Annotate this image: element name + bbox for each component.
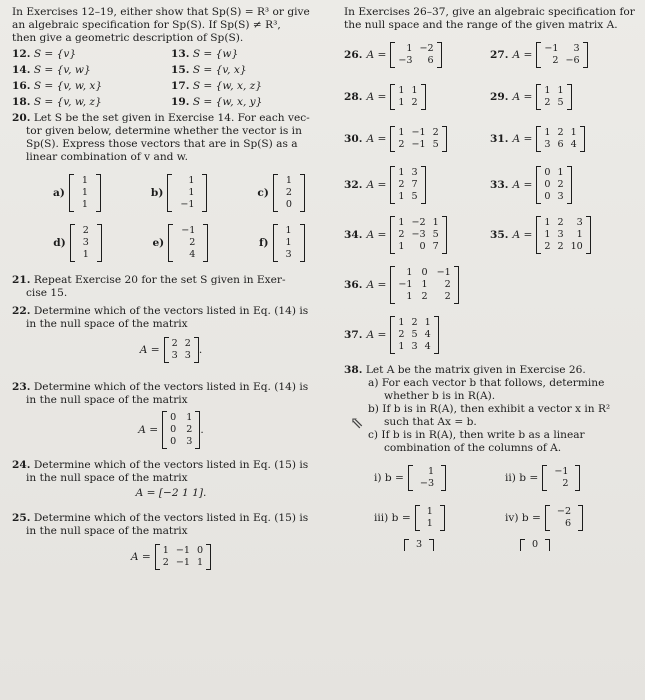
matrix-label: A =	[366, 48, 387, 61]
matrix-label: A =	[512, 228, 533, 241]
matrix-entry: 2	[557, 217, 564, 228]
vector-label: d)	[53, 236, 66, 249]
matrix-row	[344, 216, 636, 254]
matrix-entry: −1	[544, 43, 559, 54]
matrix-entry: 2	[444, 279, 451, 290]
vector-label: i) b =	[374, 471, 404, 484]
matrix-entry: 0	[532, 539, 539, 550]
b-vector-row	[344, 505, 636, 531]
matrix-entry: 1	[576, 229, 583, 240]
matrix-entry: 1	[427, 466, 435, 477]
matrix-label: A =	[512, 132, 533, 145]
matrix-entry: 3	[285, 249, 292, 260]
period: .	[198, 343, 203, 356]
exercise-text: cise 15.	[26, 287, 68, 299]
exercise-20	[12, 112, 330, 164]
matrix-entry: 2	[162, 557, 169, 568]
matrix-entry: 2	[285, 187, 292, 198]
vector-c	[257, 174, 305, 212]
vector-d	[53, 224, 102, 262]
matrix-entry: 2	[398, 329, 405, 340]
vector-b	[151, 174, 208, 212]
matrix-entry: 2	[411, 317, 418, 328]
matrix-entry: 5	[432, 139, 439, 150]
matrix-entry: 2	[432, 127, 439, 138]
matrix-entry: 1	[406, 291, 413, 302]
matrix-label: A =	[366, 90, 387, 103]
exercise-text: Determine which of the vectors listed in Eq. (14) is	[33, 305, 309, 317]
exercise-text: Let A be the matrix given in Exercise 26.	[365, 364, 586, 376]
exercise-text: whether b is in R(A).	[384, 390, 496, 402]
matrix-entry: 2	[557, 241, 564, 252]
matrix-row	[344, 84, 636, 110]
matrix-entry: 2	[398, 229, 405, 240]
matrix-entry: 2	[552, 55, 559, 66]
exercise-23	[12, 381, 330, 449]
matrix-entry: 1	[426, 506, 433, 517]
matrix-entry: 3	[171, 350, 178, 361]
matrix-28	[344, 84, 490, 110]
matrix-entry: −3	[411, 229, 426, 240]
matrix-entry: 1	[421, 279, 428, 290]
matrix-entry: 0	[544, 167, 551, 178]
vector-label: ii) b =	[505, 471, 539, 484]
b-vector-i	[374, 465, 505, 491]
matrix-entry: 3	[184, 350, 191, 361]
matrix-entry: 1	[186, 412, 193, 423]
matrix-entry: 2	[398, 179, 405, 190]
exercise-number: 29.	[490, 90, 509, 103]
matrix-entry: 4	[424, 329, 431, 340]
matrix-31	[490, 126, 636, 152]
exercise-number: 28.	[344, 90, 363, 103]
vector-e	[152, 224, 208, 262]
matrix-entry: 4	[570, 139, 577, 150]
exercise-text: Determine which of the vectors listed in Eq. (15) is	[33, 512, 309, 524]
exercise-number: 24.	[12, 459, 31, 471]
matrix-entry: 1	[188, 175, 195, 186]
matrix-entry: 1	[398, 341, 405, 352]
matrix-label: A =	[366, 132, 387, 145]
matrix-entry: 1	[544, 229, 551, 240]
matrix-label: A =	[512, 48, 533, 61]
matrix-24: A = [−2 1 1].	[135, 487, 207, 499]
matrix-entry: −3	[398, 55, 413, 66]
matrix-37	[344, 316, 636, 354]
matrix-entry: 0	[170, 436, 177, 447]
matrix-23	[12, 411, 330, 449]
matrix-entry: 3	[416, 539, 423, 550]
matrix-36	[344, 266, 636, 304]
matrix-entry: 1	[406, 43, 413, 54]
exercise-text: in the null space of the matrix	[26, 525, 188, 537]
exercise-number: 37.	[344, 328, 363, 341]
matrix-entry: 1	[197, 557, 204, 568]
matrix-entry: 0	[419, 241, 426, 252]
matrix-entry: 6	[557, 139, 564, 150]
matrix-entry: 1	[398, 191, 405, 202]
exercise-text: b) If b is in R(A), then exhibit a vector x in R²	[368, 403, 611, 415]
matrix-entry: −2	[411, 217, 426, 228]
matrix-entry: 2	[557, 127, 564, 138]
exercise-text: in the null space of the matrix	[26, 472, 188, 484]
matrix-entry: −1	[398, 279, 413, 290]
exercise-text: S = {v, w, x}	[33, 80, 103, 92]
exercise-number: 33.	[490, 178, 509, 191]
vector-label: f)	[258, 236, 269, 249]
exercise-number: 17.	[171, 80, 190, 92]
matrix-22	[12, 337, 330, 363]
matrix-entry: 3	[186, 436, 193, 447]
matrix-label: A =	[366, 328, 387, 341]
exercise-text: S = {w, x, y}	[192, 96, 263, 108]
matrix-entry: 1	[188, 187, 195, 198]
matrix-entry: −1	[411, 139, 426, 150]
matrix-entry: 3	[544, 139, 551, 150]
exercise-number: 15.	[171, 64, 190, 76]
exercise-row	[12, 96, 330, 109]
matrix-entry: 1	[285, 225, 292, 236]
matrix-entry: −1	[175, 545, 191, 556]
exercise-22	[12, 305, 330, 363]
matrix-entry: 2	[184, 338, 191, 349]
matrix-entry: 2	[444, 291, 451, 302]
matrix-entry: 7	[432, 241, 439, 252]
matrix-row	[344, 42, 636, 68]
exercise-text: combination of the columns of A.	[384, 442, 562, 454]
exercise-text: linear combination of v and w.	[26, 151, 188, 163]
left-column	[12, 6, 330, 570]
exercise-text: a) For each vector b that follows, determine	[368, 377, 605, 389]
exercise-text: Determine which of the vectors listed in Eq. (15) is	[33, 459, 309, 471]
vector-label: c)	[257, 186, 269, 199]
matrix-entry: 4	[424, 341, 431, 352]
matrix-entry: 1	[285, 175, 292, 186]
matrix-entry: 1	[411, 85, 418, 96]
matrix-entry: 3	[82, 237, 89, 248]
exercise-number: 21.	[12, 274, 31, 286]
matrix-entry: 1	[162, 545, 169, 556]
exercise-25	[12, 512, 330, 570]
matrix-entry: 2	[186, 424, 193, 435]
matrix-entry: 2	[544, 97, 551, 108]
matrix-entry: 7	[411, 179, 418, 190]
matrix-entry: 2	[171, 338, 178, 349]
matrix-entry: 1	[81, 199, 88, 210]
vector-label: b)	[150, 186, 164, 199]
matrix-row	[344, 126, 636, 152]
matrix-label: A =	[139, 343, 160, 356]
matrix-entry: 5	[411, 191, 418, 202]
matrix-entry: −1	[554, 466, 569, 477]
matrix-entry: 0	[197, 545, 204, 556]
matrix-26	[344, 42, 490, 68]
matrix-entry: 1	[81, 175, 88, 186]
matrix-entry: −1	[411, 127, 426, 138]
matrix-entry: 2	[189, 237, 196, 248]
matrix-entry: 2	[562, 478, 569, 489]
exercise-number: 19.	[171, 96, 190, 108]
exercise-text: S = {v, w}	[33, 64, 91, 76]
vector-label: e)	[152, 236, 165, 249]
period: .	[200, 423, 204, 436]
matrix-entry: 0	[544, 179, 551, 190]
exercise-text: S = {w, x, z}	[192, 80, 262, 92]
matrix-entry: 2	[544, 241, 551, 252]
exercise-text: S = {v}	[33, 48, 77, 60]
vector-label: iii) b =	[374, 511, 411, 524]
matrix-row	[344, 166, 636, 204]
matrix-entry: 1	[406, 267, 413, 278]
matrix-25	[12, 544, 330, 570]
matrix-entry: 2	[398, 139, 405, 150]
matrix-label: A =	[512, 90, 533, 103]
matrix-entry: 1	[398, 241, 405, 252]
exercise-number: 13.	[171, 48, 190, 60]
exercise-row	[12, 48, 330, 61]
matrix-29	[490, 84, 636, 110]
exercise-text: such that Ax = b.	[384, 416, 477, 428]
matrix-entry: 1	[81, 187, 88, 198]
matrix-entry: 2	[557, 179, 564, 190]
matrix-entry: 0	[170, 424, 177, 435]
exercise-text: Determine which of the vectors listed in Eq. (14) is	[33, 381, 309, 393]
exercise-text: S = {v, x}	[192, 64, 247, 76]
exercise-number: 34.	[344, 228, 363, 241]
matrix-entry: 1	[285, 237, 292, 248]
matrix-entry: 3	[576, 217, 583, 228]
b-vector-iv	[505, 505, 636, 531]
matrix-label: A =	[138, 423, 159, 436]
matrix-entry: 0	[285, 199, 292, 210]
matrix-entry: −2	[419, 43, 434, 54]
matrix-label: A =	[366, 178, 387, 191]
matrix-33	[490, 166, 636, 204]
matrix-label: A =	[366, 278, 387, 291]
mouse-cursor-icon: ⇖	[350, 413, 364, 432]
exercise-21	[12, 274, 330, 300]
matrix-entry: 1	[544, 85, 551, 96]
matrix-entry: 6	[427, 55, 434, 66]
matrix-entry: 3	[573, 43, 580, 54]
exercise-number: 12.	[12, 48, 31, 60]
exercise-row	[12, 80, 330, 93]
matrix-entry: 4	[189, 249, 196, 260]
matrix-35	[490, 216, 636, 254]
matrix-entry: 1	[398, 317, 405, 328]
exercise-row	[12, 64, 330, 77]
matrix-entry: −1	[436, 267, 451, 278]
exercise-text: in the null space of the matrix	[26, 394, 188, 406]
exercise-number: 35.	[490, 228, 509, 241]
matrix-entry: 1	[426, 518, 433, 529]
exercise-number: 16.	[12, 80, 31, 92]
exercise-number: 27.	[490, 48, 509, 61]
exercise-text: S = {v, w, z}	[33, 96, 102, 108]
matrix-entry: 5	[411, 329, 418, 340]
matrix-entry: 1	[398, 97, 405, 108]
exercise-number: 32.	[344, 178, 363, 191]
matrix-34	[344, 216, 490, 254]
exercise-number: 14.	[12, 64, 31, 76]
matrix-entry: 2	[411, 97, 418, 108]
matrix-entry: 5	[557, 97, 564, 108]
matrix-entry: 1	[398, 167, 405, 178]
matrix-label: A =	[130, 550, 151, 563]
exercise-24	[12, 459, 330, 500]
exercise-number: 30.	[344, 132, 363, 145]
matrix-entry: 3	[557, 191, 564, 202]
vector-label: a)	[52, 186, 65, 199]
matrix-entry: −3	[419, 478, 435, 489]
exercise-number: 20.	[12, 112, 31, 124]
matrix-entry: 1	[544, 217, 551, 228]
b-vector-iii	[374, 505, 505, 531]
exercise-number: 36.	[344, 278, 363, 291]
exercise-38	[344, 364, 636, 552]
matrix-entry: −6	[565, 55, 580, 66]
exercise-number: 26.	[344, 48, 363, 61]
matrix-entry: −1	[181, 225, 196, 236]
exercise-number: 18.	[12, 96, 31, 108]
intro-line: an algebraic specification for Sp(S). If Sp(S) ≠ R³,	[12, 19, 281, 31]
matrix-entry: 1	[398, 127, 405, 138]
exercise-text: tor given below, determine whether the vector is in	[26, 125, 302, 137]
intro-line: the null space and the range of the given matrix A.	[344, 19, 618, 31]
matrix-label: A =	[366, 228, 387, 241]
exercise-text: Repeat Exercise 20 for the set S given in Exer-	[33, 274, 286, 286]
matrix-entry: 1	[557, 167, 564, 178]
vector-row	[12, 224, 330, 262]
exercises-12-19	[12, 48, 330, 109]
intro-line: In Exercises 26–37, give an algebraic specification for	[344, 6, 635, 18]
exercise-text: Let S be the set given in Exercise 14. For each vec-	[33, 112, 310, 124]
matrix-entry: −2	[556, 506, 572, 517]
exercise-text: S = {w}	[192, 48, 239, 60]
matrix-entry: −1	[180, 199, 195, 210]
vector-f	[259, 224, 305, 262]
matrix-entry: 1	[398, 217, 405, 228]
matrix-label: A =	[512, 178, 533, 191]
matrix-entry: 1	[424, 317, 431, 328]
matrix-entry: −1	[175, 557, 191, 568]
exercise-text: Sp(S). Express those vectors that are in Sp(S) as a	[26, 138, 298, 150]
matrix-entry: 5	[432, 229, 439, 240]
matrix-entry: 10	[570, 241, 583, 252]
vector-row	[12, 174, 330, 212]
exercise-number: 25.	[12, 512, 31, 524]
matrix-entry: 2	[82, 225, 89, 236]
exercise-number: 22.	[12, 305, 31, 317]
partial-vectors	[344, 539, 636, 552]
matrix-entry: 0	[421, 267, 428, 278]
matrix-entry: 3	[557, 229, 564, 240]
matrix-32	[344, 166, 490, 204]
exercise-number: 23.	[12, 381, 31, 393]
exercise-text: c) If b is in R(A), then write b as a linear	[368, 429, 585, 441]
matrix-entry: 1	[544, 127, 551, 138]
right-column	[344, 6, 636, 552]
intro-line: In Exercises 12–19, either show that Sp(S) = R³ or give	[12, 6, 310, 18]
matrix-entry: 1	[557, 85, 564, 96]
matrix-entry: 6	[564, 518, 572, 529]
exercise-number: 38.	[344, 364, 363, 376]
exercise-number: 31.	[490, 132, 509, 145]
vector-a	[53, 174, 101, 212]
exercise-text: in the null space of the matrix	[26, 318, 188, 330]
matrix-entry: 1	[398, 85, 405, 96]
matrix-30	[344, 126, 490, 152]
matrix-entry: 3	[411, 341, 418, 352]
matrix-entry: 1	[570, 127, 577, 138]
matrix-entry: 1	[432, 217, 439, 228]
matrix-entry: 3	[411, 167, 418, 178]
vector-label: iv) b =	[505, 511, 541, 524]
b-vector-row	[344, 465, 636, 491]
matrix-entry: 1	[82, 249, 89, 260]
matrix-27	[490, 42, 636, 68]
intro-line: then give a geometric description of Sp(S).	[12, 32, 244, 44]
b-vector-ii	[505, 465, 636, 491]
matrix-entry: 0	[170, 412, 177, 423]
matrix-entry: 2	[421, 291, 428, 302]
matrix-entry: 0	[544, 191, 551, 202]
